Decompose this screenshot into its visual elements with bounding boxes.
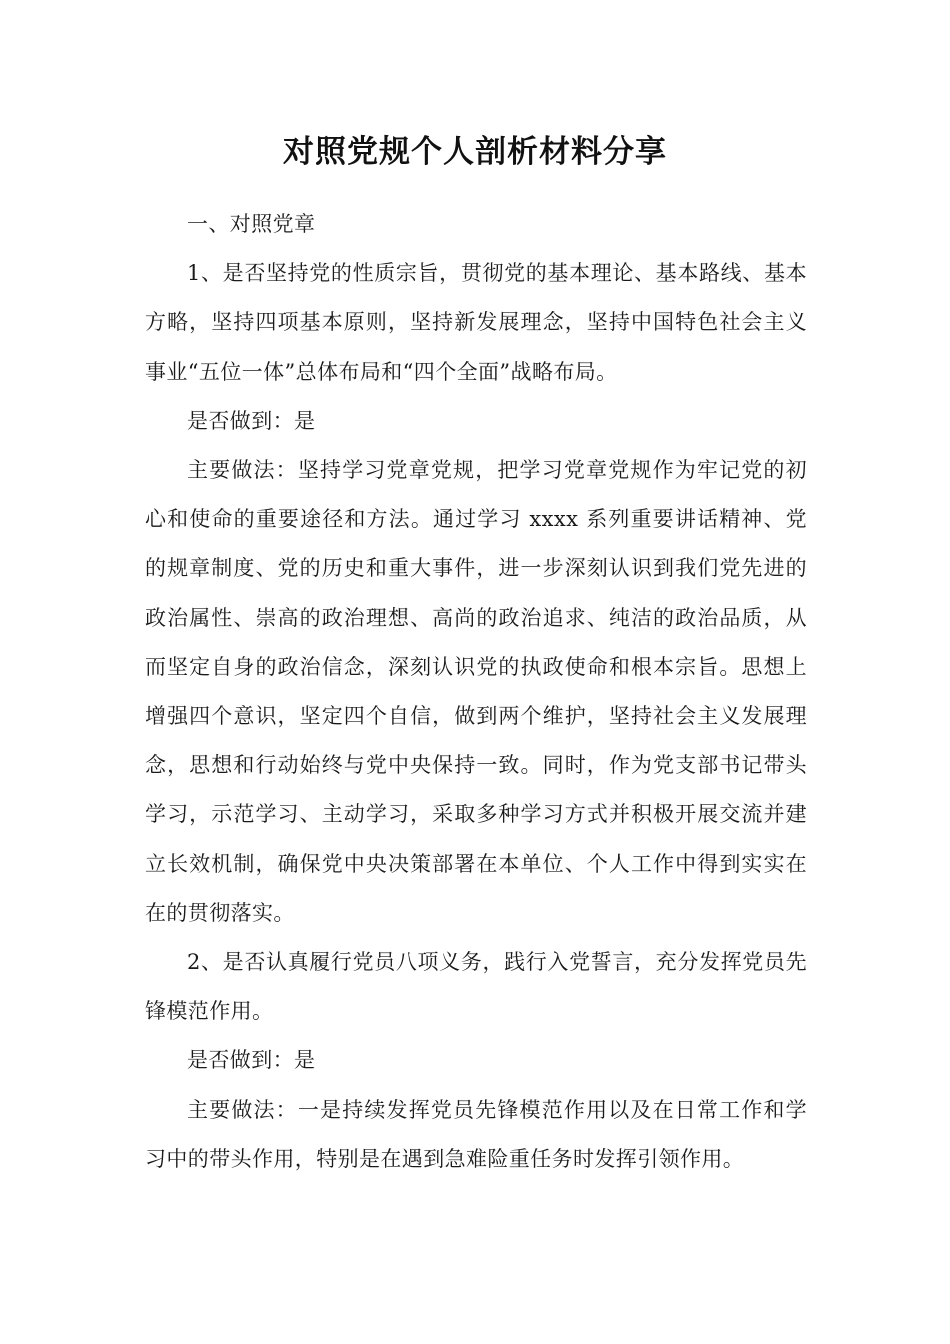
item-answer: 是否做到：是 (187, 408, 316, 433)
section-heading: 一、对照党章 (187, 212, 316, 236)
item-question: 1、是否坚持党的性质宗旨，贯彻党的基本理论、基本路线、基本方略，坚持四项基本原则，坚持新发展理念，坚持中国特色社会主义事业“五位一体”总体布局和“四个全面”战略布局。 (145, 261, 807, 384)
item-practice: 主要做法：坚持学习党章党规，把学习党章党规作为牢记党的初心和使命的重要途径和方法。通过学习 xxxx 系列重要讲话精神、党的规章制度、党的历史和重大事件，进一步深刻认识到我们党先进的政治属性、崇高的政治理想、高尚的政治追求、纯洁的政治品质，从而坚定自身的政治信念，深刻认识党的执政使命和根本宗旨。思想上增强四个意识，坚定四个自信，做到两个维护，坚持社会主义发展理念，思想和行动始终与党中央保持一致。同时，作为党支部书记带头学习，示范学习、主动学习，采取多种学习方式并积极开展交流并建立长效机制，确保党中央决策部署在本单位、个人工作中得到实实在在的贯彻落实。 (145, 458, 807, 925)
document-title: 对照党规个人剖析材料分享 (283, 134, 667, 170)
item-answer: 是否做到：是 (187, 1048, 316, 1073)
item-question: 2、是否认真履行党员八项义务，践行入党誓言，充分发挥党员先锋模范作用。 (145, 950, 807, 1024)
item-practice: 主要做法：一是持续发挥党员先锋模范作用以及在日常工作和学习中的带头作用，特别是在遇到急难险重任务时发挥引领作用。 (145, 1097, 807, 1171)
document-body (145, 200, 807, 1184)
